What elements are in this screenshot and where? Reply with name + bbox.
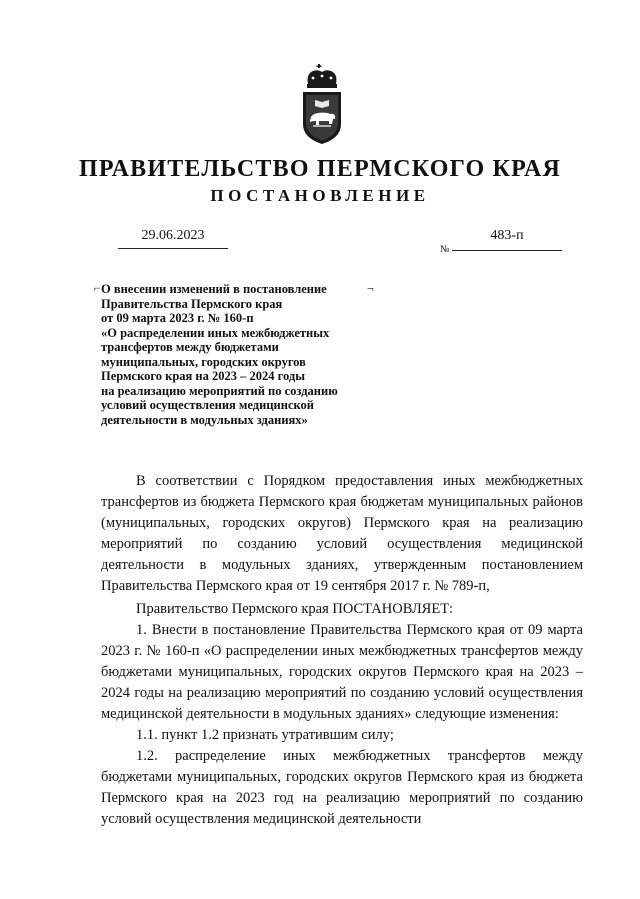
resolves-paragraph: Правительство Пермского края ПОСТАНОВЛЯЕТ: (136, 601, 454, 617)
document-subject (101, 282, 391, 427)
subject-line: О внесении изменений в постановление (101, 282, 327, 296)
document-type-title: ПОСТАНОВЛЕНИЕ (210, 186, 430, 205)
number-underline (452, 250, 562, 251)
subject-line: от 09 марта 2023 г. № 160-п (101, 311, 254, 325)
number-sign: № (440, 244, 450, 255)
document-body (101, 471, 583, 830)
subject-line: на реализацию мероприятий по созданию (101, 383, 338, 398)
preamble-paragraph: В соответствии с Порядком предоставления иных межбюджетных трансфертов из бюджета Пермского края бюджетам муниципальных районов (муниципальных, городских округов) Пермского края на реализацию мероприятий по созданию условий осуществления медицинской деятельности в модульных зданиях, утвержденным постановлением Правительства Пермского края от 19 сентября 2017 г. № 789-п, (101, 473, 583, 594)
document-date: 29.06.2023 (141, 228, 205, 243)
subject-line: «О распределении иных межбюджетных (101, 325, 330, 340)
document-number: 483-п (490, 228, 524, 243)
subject-corner-mark-right: ¬ (367, 281, 374, 295)
item-1-1-paragraph: 1.1. пункт 1.2 признать утратившим силу; (136, 727, 394, 743)
subject-line: трансфертов между бюджетами (101, 340, 279, 354)
item-1-2-paragraph: 1.2. распределение иных межбюджетных трансфертов между бюджетами муниципальных, городских округов Пермского края из бюджета Пермского края на 2023 год на реализацию мероприятий по созданию условий осуществления медицинской деятельности (101, 748, 583, 827)
document-number-field (440, 226, 562, 254)
subject-line: условий осуществления медицинской (101, 398, 314, 412)
subject-line: Правительства Пермского края (101, 296, 283, 311)
subject-line: муниципальных, городских округов (101, 354, 306, 369)
perm-krai-coat-of-arms-icon (300, 64, 344, 146)
date-underline (118, 248, 228, 249)
government-title: ПРАВИТЕЛЬСТВО ПЕРМСКОГО КРАЯ (78, 156, 562, 182)
subject-corner-mark-left: ⌐ (94, 281, 101, 295)
subject-line: Пермского края на 2023 – 2024 годы (101, 369, 305, 383)
item-1-paragraph: 1. Внести в постановление Правительства Пермского края от 09 марта 2023 г. № 160-п «О распределении иных межбюджетных трансфертов между бюджетами муниципальных, городских округов Пермского края на 2023 – 2024 годы на реализацию мероприятий по созданию условий осуществления медицинской деятельности в модульных зданиях» следующие изменения: (101, 622, 583, 722)
document-date-field (118, 226, 228, 252)
subject-line: деятельности в модульных зданиях» (101, 412, 308, 427)
